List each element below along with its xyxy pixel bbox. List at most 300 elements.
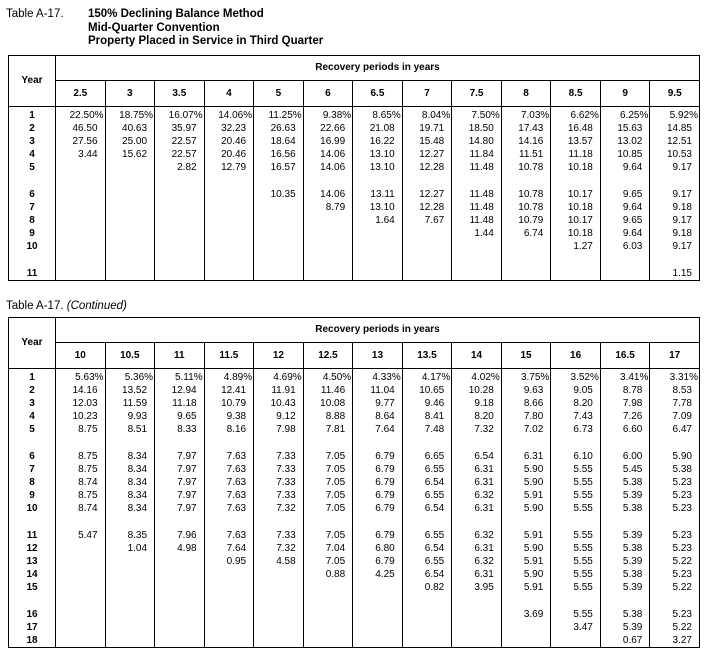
rate-value-cell: 7.63	[204, 476, 254, 489]
empty-cell	[56, 568, 106, 581]
rate-value-cell: 10.53	[650, 148, 700, 161]
rate-value-cell: 1.44	[452, 227, 502, 240]
row-group-gap	[9, 174, 700, 188]
rate-value-cell: 9.17	[650, 188, 700, 201]
empty-cell	[402, 608, 452, 621]
year-cell: 6	[9, 450, 56, 463]
rate-value-cell: 7.33	[254, 529, 304, 542]
rate-value-cell: 5.39	[600, 621, 650, 634]
empty-cell	[303, 227, 353, 240]
rate-value-cell: 10.43	[254, 397, 304, 410]
rate-value-cell: 10.78	[501, 188, 551, 201]
rate-value-cell: 5.55	[551, 463, 601, 476]
rate-value-cell: 10.18	[551, 201, 601, 214]
empty-cell	[155, 188, 205, 201]
rate-value-cell: 5.90	[650, 450, 700, 463]
rate-value-cell: 7.97	[155, 450, 205, 463]
rate-value-cell: 6.62%	[551, 106, 601, 122]
rate-value-cell: 5.90	[501, 502, 551, 515]
rate-value-cell: 14.06	[303, 148, 353, 161]
rate-value-cell: 6.54	[402, 542, 452, 555]
rate-value-cell: 14.06	[303, 161, 353, 174]
rate-value-cell: 7.05	[303, 502, 353, 515]
empty-cell	[105, 227, 155, 240]
empty-cell	[353, 634, 403, 648]
rate-value-cell: 10.65	[402, 384, 452, 397]
empty-cell	[56, 201, 106, 214]
depreciation-table-2	[8, 317, 700, 648]
rate-value-cell: 12.27	[402, 188, 452, 201]
rate-value-cell: 22.50%	[56, 106, 106, 122]
empty-cell	[204, 227, 254, 240]
year-cell: 14	[9, 568, 56, 581]
empty-cell	[155, 240, 205, 253]
rate-value-cell: 6.55	[402, 555, 452, 568]
empty-cell	[56, 555, 106, 568]
table-row-year-16	[9, 608, 700, 621]
table-row-year-4	[9, 148, 700, 161]
rate-value-cell: 6.73	[551, 423, 601, 436]
rate-value-cell: 7.63	[204, 463, 254, 476]
recovery-period-column-header: 12	[254, 342, 304, 368]
year-cell: 8	[9, 214, 56, 227]
rate-value-cell: 8.33	[155, 423, 205, 436]
rate-value-cell: 4.33%	[353, 368, 403, 384]
rate-value-cell: 6.79	[353, 529, 403, 542]
empty-cell	[204, 188, 254, 201]
rate-value-cell: 8.53	[650, 384, 700, 397]
year-cell: 12	[9, 542, 56, 555]
empty-cell	[56, 161, 106, 174]
rate-value-cell: 8.64	[353, 410, 403, 423]
year-cell: 6	[9, 188, 56, 201]
rate-value-cell: 0.88	[303, 568, 353, 581]
rate-value-cell: 5.90	[501, 463, 551, 476]
empty-cell	[56, 227, 106, 240]
table1-heading-line-1: 150% Declining Balance Method	[88, 8, 264, 20]
table-row-year-15	[9, 581, 700, 594]
rate-value-cell: 9.38%	[303, 106, 353, 122]
empty-cell	[204, 214, 254, 227]
table-row-year-11	[9, 529, 700, 542]
rate-value-cell: 6.03	[600, 240, 650, 253]
rate-value-cell: 11.25%	[254, 106, 304, 122]
rate-value-cell: 3.75%	[501, 368, 551, 384]
rate-value-cell: 8.74	[56, 476, 106, 489]
recovery-period-column-header: 7	[402, 80, 452, 106]
empty-cell	[204, 608, 254, 621]
recovery-period-column-header: 13.5	[402, 342, 452, 368]
rate-value-cell: 6.31	[452, 542, 502, 555]
empty-cell	[56, 240, 106, 253]
rate-value-cell: 9.18	[650, 201, 700, 214]
empty-cell	[56, 608, 106, 621]
empty-cell	[353, 240, 403, 253]
rate-value-cell: 9.63	[501, 384, 551, 397]
empty-cell	[452, 634, 502, 648]
rate-value-cell: 6.54	[402, 568, 452, 581]
rate-value-cell: 6.79	[353, 489, 403, 502]
rate-value-cell: 13.10	[353, 201, 403, 214]
rate-value-cell: 7.80	[501, 410, 551, 423]
rate-value-cell: 5.38	[600, 542, 650, 555]
table-row-year-1	[9, 106, 700, 122]
row-group-gap	[9, 253, 700, 267]
empty-cell	[204, 240, 254, 253]
rate-value-cell: 9.18	[650, 227, 700, 240]
rate-value-cell: 10.35	[254, 188, 304, 201]
empty-cell	[155, 621, 205, 634]
rate-value-cell: 7.67	[402, 214, 452, 227]
rate-value-cell: 3.27	[650, 634, 700, 648]
empty-cell	[402, 621, 452, 634]
rate-value-cell: 5.55	[551, 529, 601, 542]
rate-value-cell: 14.80	[452, 135, 502, 148]
empty-cell	[452, 267, 502, 281]
row-group-gap	[9, 594, 700, 608]
empty-cell	[56, 214, 106, 227]
empty-cell	[501, 267, 551, 281]
rate-value-cell: 1.15	[650, 267, 700, 281]
empty-cell	[155, 227, 205, 240]
table1-heading-line-3: Property Placed in Service in Third Quarter	[88, 35, 324, 47]
recovery-period-column-header: 6	[303, 80, 353, 106]
year-cell: 2	[9, 122, 56, 135]
rate-value-cell: 10.08	[303, 397, 353, 410]
empty-cell	[155, 267, 205, 281]
empty-cell	[303, 267, 353, 281]
rate-value-cell: 40.63	[105, 122, 155, 135]
rate-value-cell: 7.64	[353, 423, 403, 436]
year-cell: 11	[9, 529, 56, 542]
empty-cell	[303, 214, 353, 227]
empty-cell	[303, 581, 353, 594]
rate-value-cell: 9.17	[650, 240, 700, 253]
rate-value-cell: 5.45	[600, 463, 650, 476]
table-row-year-18	[9, 634, 700, 648]
rate-value-cell: 10.79	[204, 397, 254, 410]
rate-value-cell: 18.75%	[105, 106, 155, 122]
rate-value-cell: 6.79	[353, 555, 403, 568]
rate-value-cell: 6.80	[353, 542, 403, 555]
year-cell: 5	[9, 161, 56, 174]
rate-value-cell: 16.57	[254, 161, 304, 174]
rate-value-cell: 5.38	[600, 502, 650, 515]
year-cell: 4	[9, 148, 56, 161]
rate-value-cell: 25.00	[105, 135, 155, 148]
rate-value-cell: 5.91	[501, 581, 551, 594]
empty-cell	[303, 240, 353, 253]
rate-value-cell: 7.98	[254, 423, 304, 436]
rate-value-cell: 5.38	[600, 608, 650, 621]
rate-value-cell: 6.10	[551, 450, 601, 463]
empty-cell	[254, 634, 304, 648]
rate-value-cell: 7.63	[204, 502, 254, 515]
year-cell: 7	[9, 463, 56, 476]
year-cell: 10	[9, 502, 56, 515]
rate-value-cell: 1.27	[551, 240, 601, 253]
rate-value-cell: 8.34	[105, 489, 155, 502]
rate-value-cell: 3.95	[452, 581, 502, 594]
empty-cell	[105, 240, 155, 253]
rate-value-cell: 7.33	[254, 476, 304, 489]
rate-value-cell: 11.48	[452, 161, 502, 174]
rate-value-cell: 5.23	[650, 542, 700, 555]
empty-cell	[254, 581, 304, 594]
rate-value-cell: 5.23	[650, 476, 700, 489]
rate-value-cell: 12.94	[155, 384, 205, 397]
rate-value-cell: 10.85	[600, 148, 650, 161]
empty-cell	[551, 267, 601, 281]
rate-value-cell: 22.57	[155, 148, 205, 161]
rate-value-cell: 13.02	[600, 135, 650, 148]
year-cell: 1	[9, 368, 56, 384]
rate-value-cell: 11.48	[452, 188, 502, 201]
rate-value-cell: 5.38	[600, 568, 650, 581]
rate-value-cell: 7.33	[254, 450, 304, 463]
rate-value-cell: 8.04%	[402, 106, 452, 122]
rate-value-cell: 8.75	[56, 423, 106, 436]
rate-value-cell: 4.17%	[402, 368, 452, 384]
table1-heading	[88, 8, 323, 49]
rate-value-cell: 12.03	[56, 397, 106, 410]
rate-value-cell: 9.65	[155, 410, 205, 423]
empty-cell	[501, 634, 551, 648]
rate-value-cell: 5.92%	[650, 106, 700, 122]
year-cell: 3	[9, 397, 56, 410]
rate-value-cell: 5.55	[551, 489, 601, 502]
year-cell: 17	[9, 621, 56, 634]
empty-cell	[155, 214, 205, 227]
empty-cell	[204, 621, 254, 634]
rate-value-cell: 5.38	[600, 476, 650, 489]
rate-value-cell: 7.09	[650, 410, 700, 423]
rate-value-cell: 11.48	[452, 201, 502, 214]
rate-value-cell: 15.63	[600, 122, 650, 135]
rate-value-cell: 5.39	[600, 489, 650, 502]
year-cell: 18	[9, 634, 56, 648]
rate-value-cell: 6.55	[402, 463, 452, 476]
table2-body	[9, 368, 700, 647]
empty-cell	[254, 267, 304, 281]
rate-value-cell: 7.48	[402, 423, 452, 436]
recovery-period-column-header: 15	[501, 342, 551, 368]
rate-value-cell: 1.64	[353, 214, 403, 227]
empty-cell	[254, 214, 304, 227]
rate-value-cell: 11.51	[501, 148, 551, 161]
rate-value-cell: 7.05	[303, 463, 353, 476]
rate-value-cell: 14.85	[650, 122, 700, 135]
table2-title-block	[6, 299, 700, 313]
rate-value-cell: 13.57	[551, 135, 601, 148]
recovery-period-column-header: 8.5	[551, 80, 601, 106]
recovery-period-column-header: 6.5	[353, 80, 403, 106]
empty-cell	[353, 227, 403, 240]
rate-value-cell: 11.04	[353, 384, 403, 397]
rate-value-cell: 18.64	[254, 135, 304, 148]
rate-value-cell: 5.22	[650, 621, 700, 634]
rate-value-cell: 6.79	[353, 463, 403, 476]
rate-value-cell: 3.41%	[600, 368, 650, 384]
rate-value-cell: 5.55	[551, 555, 601, 568]
rate-value-cell: 8.75	[56, 463, 106, 476]
empty-cell	[105, 634, 155, 648]
rate-value-cell: 5.90	[501, 568, 551, 581]
rate-value-cell: 5.55	[551, 476, 601, 489]
rate-value-cell: 8.20	[452, 410, 502, 423]
table-row-year-12	[9, 542, 700, 555]
empty-cell	[56, 634, 106, 648]
rate-value-cell: 9.05	[551, 384, 601, 397]
rate-value-cell: 16.48	[551, 122, 601, 135]
rate-value-cell: 14.06%	[204, 106, 254, 122]
rate-value-cell: 7.26	[600, 410, 650, 423]
rate-value-cell: 11.59	[105, 397, 155, 410]
empty-cell	[155, 581, 205, 594]
rate-value-cell: 16.99	[303, 135, 353, 148]
rate-value-cell: 9.38	[204, 410, 254, 423]
rate-value-cell: 9.64	[600, 161, 650, 174]
rate-value-cell: 7.78	[650, 397, 700, 410]
rate-value-cell: 15.48	[402, 135, 452, 148]
rate-value-cell: 12.28	[402, 161, 452, 174]
table-row-year-8	[9, 214, 700, 227]
rate-value-cell: 8.75	[56, 489, 106, 502]
rate-value-cell: 5.22	[650, 555, 700, 568]
rate-value-cell: 7.04	[303, 542, 353, 555]
rate-value-cell: 8.88	[303, 410, 353, 423]
rate-value-cell: 12.41	[204, 384, 254, 397]
rate-value-cell: 7.96	[155, 529, 205, 542]
rate-value-cell: 20.46	[204, 148, 254, 161]
rate-value-cell: 4.50%	[303, 368, 353, 384]
rate-value-cell: 10.17	[551, 188, 601, 201]
rate-value-cell: 8.65%	[353, 106, 403, 122]
rate-value-cell: 20.46	[204, 135, 254, 148]
rate-value-cell: 7.05	[303, 529, 353, 542]
table-row-year-9	[9, 489, 700, 502]
rate-value-cell: 4.02%	[452, 368, 502, 384]
empty-cell	[105, 568, 155, 581]
table-row-year-7	[9, 201, 700, 214]
rate-value-cell: 5.63%	[56, 368, 106, 384]
year-cell: 2	[9, 384, 56, 397]
rate-value-cell: 9.64	[600, 227, 650, 240]
recovery-period-column-header: 14	[452, 342, 502, 368]
rate-value-cell: 6.31	[452, 502, 502, 515]
empty-cell	[402, 634, 452, 648]
rate-value-cell: 5.23	[650, 529, 700, 542]
rate-value-cell: 14.16	[501, 135, 551, 148]
rate-value-cell: 6.65	[402, 450, 452, 463]
rate-value-cell: 10.78	[501, 161, 551, 174]
table-row-year-7	[9, 463, 700, 476]
rate-value-cell: 5.11%	[155, 368, 205, 384]
rate-value-cell: 6.79	[353, 450, 403, 463]
rate-value-cell: 7.63	[204, 489, 254, 502]
recovery-period-column-header: 11	[155, 342, 205, 368]
table1-label: Table A-17.	[6, 8, 64, 20]
rate-value-cell: 6.00	[600, 450, 650, 463]
rate-value-cell: 6.31	[501, 450, 551, 463]
recovery-period-column-header: 9.5	[650, 80, 700, 106]
table-row-year-5	[9, 423, 700, 436]
rate-value-cell: 7.50%	[452, 106, 502, 122]
empty-cell	[353, 608, 403, 621]
rate-value-cell: 18.50	[452, 122, 502, 135]
rate-value-cell: 46.50	[56, 122, 106, 135]
rate-value-cell: 6.54	[402, 502, 452, 515]
rate-value-cell: 5.91	[501, 529, 551, 542]
rate-value-cell: 5.23	[650, 489, 700, 502]
rate-value-cell: 22.57	[155, 135, 205, 148]
rate-value-cell: 8.78	[600, 384, 650, 397]
rate-value-cell: 6.79	[353, 476, 403, 489]
rate-value-cell: 8.34	[105, 502, 155, 515]
header-row-columns	[9, 342, 700, 368]
table-row-year-17	[9, 621, 700, 634]
rate-value-cell: 6.32	[452, 555, 502, 568]
rate-value-cell: 7.63	[204, 450, 254, 463]
empty-cell	[353, 621, 403, 634]
rate-value-cell: 7.33	[254, 489, 304, 502]
year-cell: 7	[9, 201, 56, 214]
empty-cell	[56, 267, 106, 281]
rate-value-cell: 7.98	[600, 397, 650, 410]
year-column-header: Year	[9, 55, 56, 106]
empty-cell	[402, 267, 452, 281]
rate-value-cell: 11.46	[303, 384, 353, 397]
rate-value-cell: 14.16	[56, 384, 106, 397]
rate-value-cell: 8.74	[56, 502, 106, 515]
rate-value-cell: 21.08	[353, 122, 403, 135]
table1-heading-line-2: Mid-Quarter Convention	[88, 21, 220, 34]
empty-cell	[452, 621, 502, 634]
rate-value-cell: 7.05	[303, 555, 353, 568]
empty-cell	[56, 621, 106, 634]
rate-value-cell: 5.55	[551, 542, 601, 555]
rate-value-cell: 9.18	[452, 397, 502, 410]
rate-value-cell: 10.28	[452, 384, 502, 397]
rate-value-cell: 6.79	[353, 502, 403, 515]
rate-value-cell: 10.79	[501, 214, 551, 227]
table-row-year-5	[9, 161, 700, 174]
empty-cell	[105, 267, 155, 281]
rate-value-cell: 6.31	[452, 476, 502, 489]
rate-value-cell: 5.23	[650, 568, 700, 581]
rate-value-cell: 8.41	[402, 410, 452, 423]
rate-value-cell: 35.97	[155, 122, 205, 135]
rate-value-cell: 4.69%	[254, 368, 304, 384]
empty-cell	[105, 188, 155, 201]
recovery-period-column-header: 4	[204, 80, 254, 106]
empty-cell	[551, 634, 601, 648]
rate-value-cell: 7.97	[155, 463, 205, 476]
rate-value-cell: 5.38	[650, 463, 700, 476]
empty-cell	[204, 267, 254, 281]
table-row-year-13	[9, 555, 700, 568]
empty-cell	[204, 581, 254, 594]
rate-value-cell: 6.32	[452, 489, 502, 502]
empty-cell	[105, 201, 155, 214]
empty-cell	[56, 581, 106, 594]
rate-value-cell: 22.66	[303, 122, 353, 135]
year-cell: 4	[9, 410, 56, 423]
rate-value-cell: 6.32	[452, 529, 502, 542]
rate-value-cell: 6.54	[402, 476, 452, 489]
rate-value-cell: 15.62	[105, 148, 155, 161]
table-row-year-6	[9, 188, 700, 201]
